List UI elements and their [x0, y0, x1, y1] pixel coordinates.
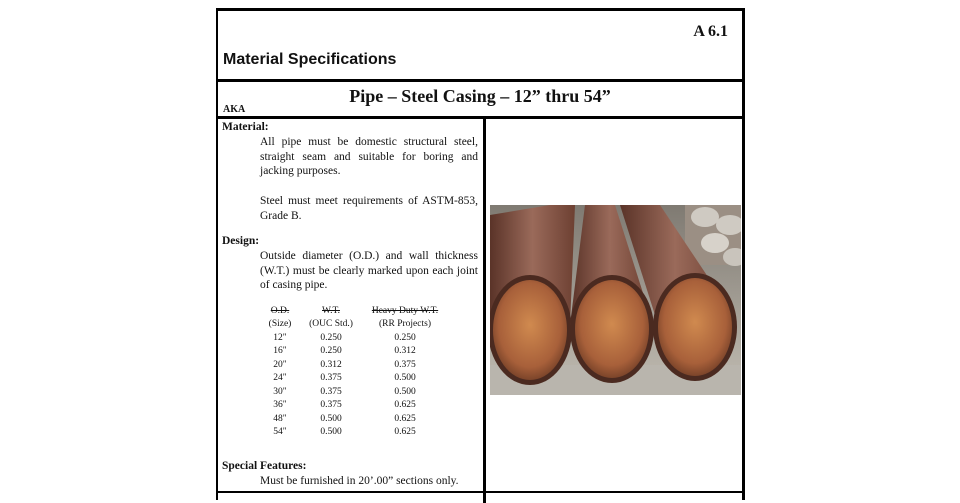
table-cell: 0.500: [394, 373, 416, 384]
table-row: [258, 399, 458, 413]
material-heading: Material:: [222, 121, 269, 133]
sheet-header: [218, 11, 742, 82]
spec-code: A 6.1: [693, 23, 728, 40]
table-cell: 0.250: [394, 332, 416, 343]
bottom-rule: [218, 491, 742, 493]
table-row: [258, 385, 458, 399]
special-features-heading: Special Features:: [222, 460, 307, 472]
table-cell: 0.375: [320, 373, 342, 384]
design-paragraph: Outside diameter (O.D.) and wall thickness (W.T.) must be clearly marked upon each joint of casing pipe.: [260, 250, 478, 291]
table-row: [258, 345, 458, 359]
photo-column: [486, 119, 742, 503]
table-cell: 24": [273, 373, 287, 384]
table-cell: 0.625: [394, 427, 416, 438]
design-heading: Design:: [222, 235, 260, 247]
table-header-row: [258, 304, 458, 318]
table-row: [258, 331, 458, 345]
table-row: [258, 358, 458, 372]
table-cell: 16": [273, 346, 287, 357]
section-title: Material Specifications: [223, 51, 397, 68]
table-cell: 0.312: [320, 359, 342, 370]
table-row: [258, 372, 458, 386]
table-cell: 0.625: [394, 413, 416, 424]
table-header: Heavy Duty W.T.: [371, 305, 439, 316]
table-subheader: (RR Projects): [379, 319, 431, 330]
table-cell: 0.500: [320, 413, 342, 424]
document-title: Pipe – Steel Casing – 12” thru 54”: [349, 86, 611, 106]
table-row: [258, 426, 458, 440]
table-header: O.D.: [270, 305, 290, 316]
table-cell: 0.375: [320, 400, 342, 411]
table-cell: 30": [273, 386, 287, 397]
table-row: [258, 412, 458, 426]
table-subheader: (Size): [268, 319, 292, 330]
table-cell: 0.500: [320, 427, 342, 438]
title-bar: [218, 82, 742, 119]
table-cell: 12": [273, 332, 287, 343]
table-header: W.T.: [322, 305, 340, 316]
aka-label: AKA: [223, 104, 246, 115]
special-features-text: Must be furnished in 20’.00” sections only.: [260, 475, 459, 487]
table-cell: 0.625: [394, 400, 416, 411]
table-subheader-row: [258, 318, 458, 332]
text-column: [218, 119, 486, 503]
table-subheader: (OUC Std.): [309, 319, 353, 330]
steel-casing-pipes-photo: [490, 205, 741, 395]
spec-sheet: [216, 8, 745, 500]
table-cell: 0.375: [394, 359, 416, 370]
table-cell: 0.250: [320, 346, 342, 357]
table-cell: 0.375: [320, 386, 342, 397]
casing-size-table: [258, 304, 458, 439]
table-cell: 0.250: [320, 332, 342, 343]
table-cell: 54": [273, 427, 287, 438]
table-cell: 0.500: [394, 386, 416, 397]
table-cell: 48": [273, 413, 287, 424]
table-cell: 36": [273, 400, 287, 411]
table-cell: 0.312: [394, 346, 416, 357]
table-cell: 20": [273, 359, 287, 370]
material-paragraph-2: Steel must meet requirements of ASTM-853, Grade B.: [260, 195, 478, 222]
material-paragraph-1: All pipe must be domestic structural steel, straight seam and suitable for boring and jacking purposes.: [260, 136, 478, 177]
